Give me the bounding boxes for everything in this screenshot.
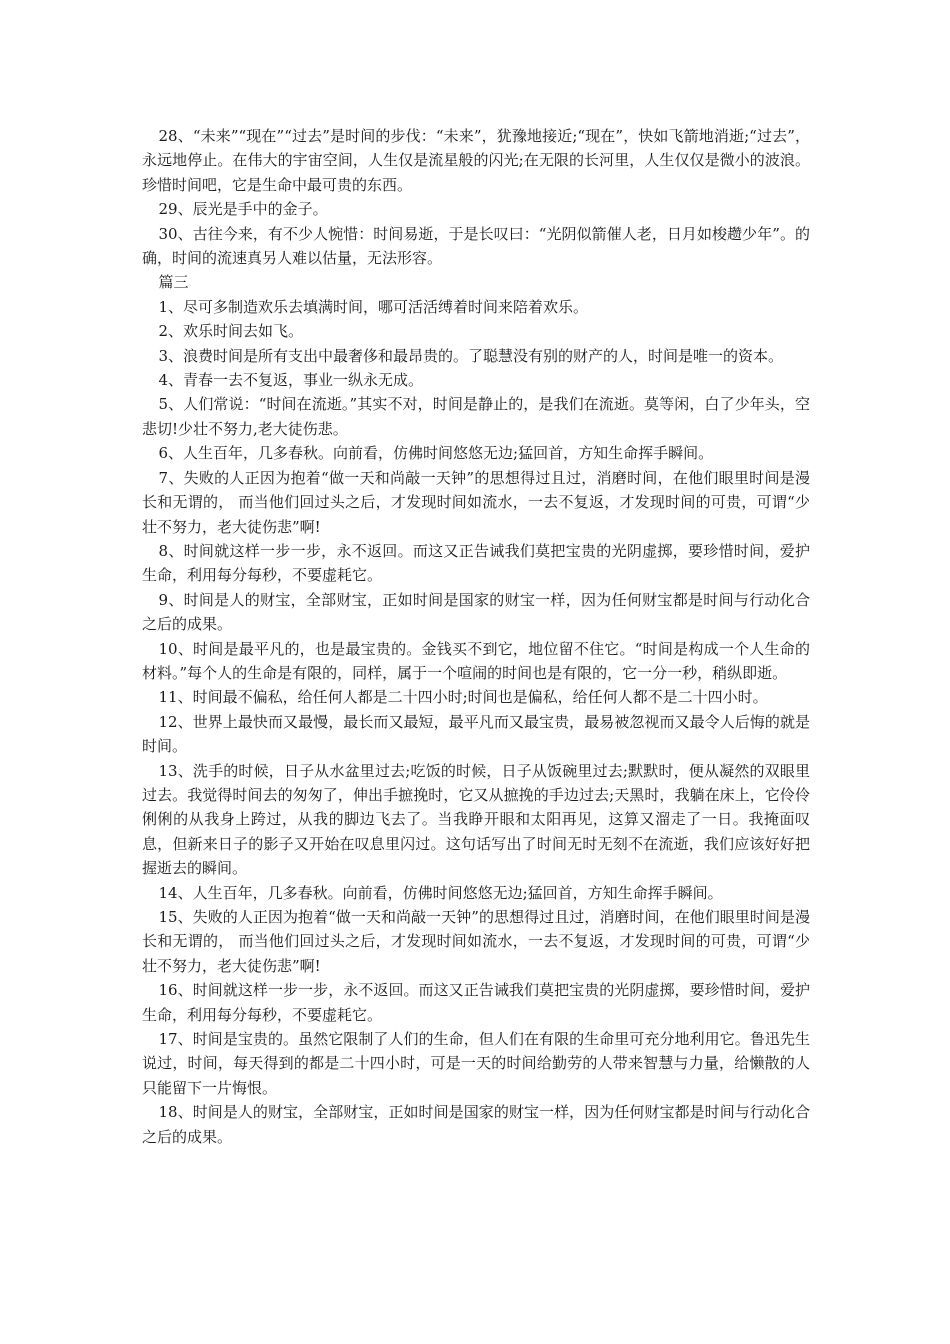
paragraph-10: 10、时间是最平凡的，也是最宝贵的。金钱买不到它，地位留不住它。“时间是构成一个人生命的材料。”每个人的生命是有限的，同样，属于一个喧闹的时间也是有限的，它一分一秒，稍纵即逝。: [142, 639, 810, 682]
paragraph-18: 18、时间是人的财宝，全部财宝，正如时间是国家的财宝一样，因为任何财宝都是时间与行动化合之后的成果。: [142, 1103, 810, 1146]
paragraph-9: 9、时间是人的财宝，全部财宝，正如时间是国家的财宝一样，因为任何财宝都是时间与行动化合之后的成果。: [142, 590, 810, 634]
paragraph-7: 7、失败的人正因为抱着“做一天和尚敲一天钟”的思想得过且过，消磨时间，在他们眼里时间是漫长和无谓的， 而当他们回过头之后，才发现时间如流水，一去不复返，才发现时间的可贵，可谓“少壮不努力，老大徒伤悲”啊!: [142, 468, 810, 536]
paragraph-15: 15、失败的人正因为抱着“做一天和尚敲一天钟”的思想得过且过，消磨时间，在他们眼里时间是漫长和无谓的， 而当他们回过头之后，才发现时间如流水，一去不复返，才发现时间的可贵，可谓“少壮不努力，老大徒伤悲”啊!: [142, 908, 810, 975]
section-heading: 篇三: [158, 273, 189, 292]
document-page: [142, 124, 810, 1149]
paragraph-16: 16、时间就这样一步一步，永不返回。而这又正告诫我们莫把宝贵的光阴虚掷，要珍惜时间，爱护生命，利用每分每秒，不要虚耗它。: [142, 981, 810, 1024]
paragraph-30: 30、古往今来，有不少人惋惜：时间易逝，于是长叹曰：“光阴似箭催人老，日月如梭趱少年”。的确，时间的流速真另人难以估量，无法形容。: [142, 224, 810, 268]
paragraph-14: 14、人生百年，几多春秋。向前看，仿佛时间悠悠无边;猛回首，方知生命挥手瞬间。: [158, 883, 723, 902]
paragraph-13: 13、洗手的时候，日子从水盆里过去;吃饭的时候，日子从饭碗里过去;默默时，便从凝然的双眼里过去。我觉得时间去的匆匆了，伸出手摭挽时，它又从摭挽的手边过去;天黑时，我躺在床上，它伶伶俐俐的从我身上跨过，从我的脚边飞去了。当我睁开眼和太阳再见，这算又溜走了一日。我掩面叹息，但新来日子的影子又开始在叹息里闪过。这句话写出了时间无时无刻不在流逝，我们应该好好把握逝去的瞬间。: [142, 761, 810, 878]
paragraph-11: 11、时间最不偏私，给任何人都是二十四小时;时间也是偏私，给任何人都不是二十四小时。: [158, 688, 768, 707]
section-after: [142, 295, 810, 1149]
paragraph-2: 2、欢乐时间去如飞。: [158, 322, 304, 341]
paragraph-12: 12、世界上最快而又最慢，最长而又最短，最平凡而又最宝贵，最易被忽视而又最令人后悔的就是时间。: [142, 712, 810, 756]
paragraph-4: 4、青春一去不复返，事业一纵永无成。: [158, 371, 424, 390]
paragraph-28: 28、“未来”“现在”“过去”是时间的步伐：“未来”，犹豫地接近;“现在”，快如飞箭地消逝;“过去”，永远地停止。在伟大的宇宙空间，人生仅是流星般的闪光;在无限的长河里，人生仅仅是微小的波浪。珍惜时间吧，它是生命中最可贵的东西。: [142, 127, 810, 194]
paragraph-8: 8、时间就这样一步一步，永不返回。而这又正告诫我们莫把宝贵的光阴虚掷，要珍惜时间，爱护生命，利用每分每秒，不要虚耗它。: [142, 541, 810, 585]
paragraph-1: 1、尽可多制造欢乐去填满时间，哪可活活缚着时间来陪着欢乐。: [158, 297, 589, 316]
paragraph-6: 6、人生百年，几多春秋。向前看，仿佛时间悠悠无边;猛回首，方知生命挥手瞬间。: [158, 444, 714, 463]
paragraph-17: 17、时间是宝贵的。虽然它限制了人们的生命，但人们在有限的生命里可充分地利用它。鲁迅先生说过，时间，每天得到的都是二十四小时，可是一天的时间给勤劳的人带来智慧与力量，给懒散的人只能留下一片悔恨。: [142, 1030, 810, 1097]
paragraph-3: 3、浪费时间是所有支出中最奢侈和最昂贵的。了聪慧没有别的财产的人，时间是唯一的资本。: [158, 346, 784, 365]
section-before: [142, 124, 810, 270]
paragraph-5: 5、人们常说：“时间在流逝。”其实不对，时间是静止的，是我们在流逝。莫等闲，白了少年头，空悲切!少壮不努力,老大徒伤悲。: [142, 395, 810, 438]
paragraph-29: 29、辰光是手中的金子。: [158, 200, 328, 219]
